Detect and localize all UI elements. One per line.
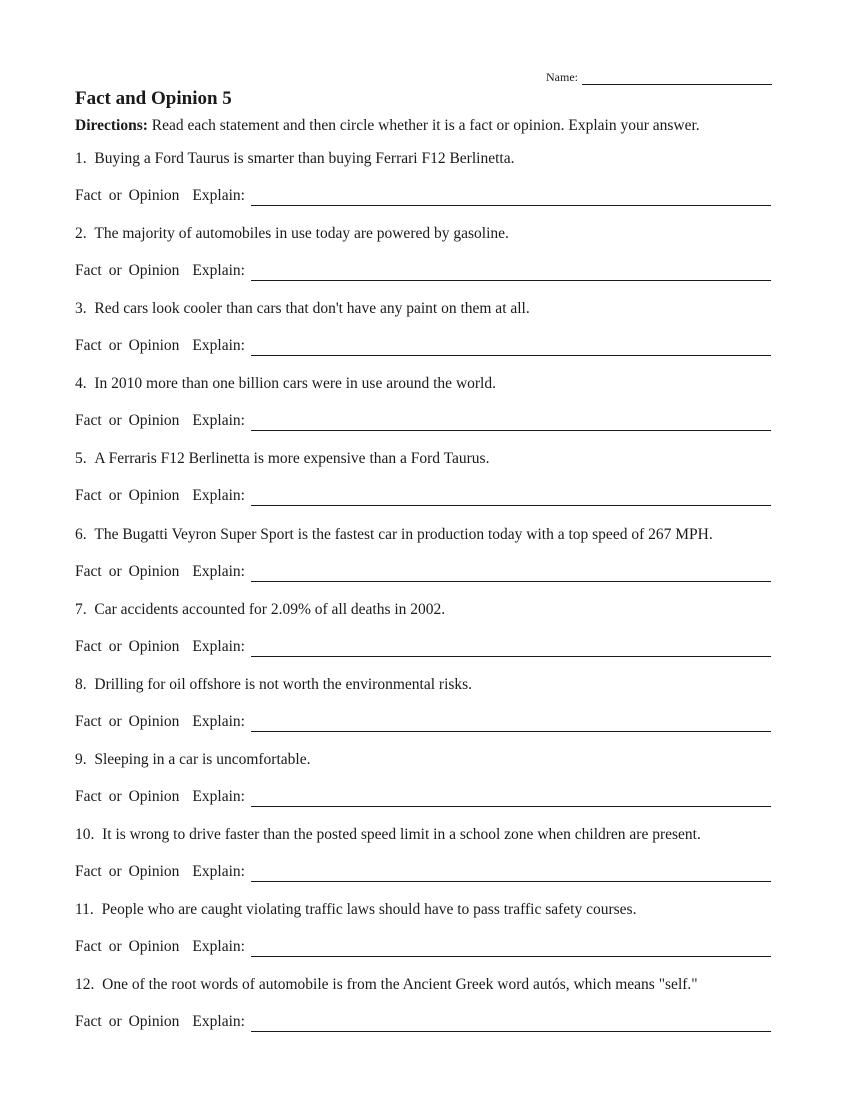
question-text: The Bugatti Veyron Super Sport is the fastest car in production today with a top speed of 267 MPH. <box>94 525 713 543</box>
question-number: 12. <box>75 976 95 994</box>
opinion-choice[interactable]: Opinion <box>128 637 180 655</box>
fact-choice[interactable]: Fact <box>75 187 102 204</box>
explain-label: Explain: <box>192 637 245 655</box>
question-statement <box>75 750 775 770</box>
answer-row <box>75 336 771 356</box>
explain-label: Explain: <box>192 337 245 355</box>
question-statement <box>75 525 775 545</box>
answer-row <box>75 186 771 206</box>
or-label: or <box>108 637 122 655</box>
answer-row <box>75 712 771 732</box>
explain-label: Explain: <box>192 712 245 730</box>
answer-row <box>75 787 771 807</box>
question-item <box>75 299 775 355</box>
question-number: 7. <box>75 600 87 618</box>
explain-blank-line[interactable] <box>251 715 771 732</box>
answer-row <box>75 486 771 506</box>
opinion-choice[interactable]: Opinion <box>128 712 180 730</box>
question-item <box>75 525 775 580</box>
question-item <box>75 975 775 1031</box>
explain-label: Explain: <box>192 187 245 204</box>
explain-blank-line[interactable] <box>251 865 771 882</box>
explain-label: Explain: <box>192 938 245 955</box>
or-label: or <box>108 787 122 805</box>
question-number: 3. <box>75 300 87 318</box>
question-number: 8. <box>75 675 87 693</box>
name-label: Name: <box>546 70 578 84</box>
question-item <box>75 224 775 280</box>
question-text: In 2010 more than one billion cars were in use around the world. <box>94 375 496 393</box>
answer-row <box>75 862 771 882</box>
opinion-choice[interactable]: Opinion <box>128 787 180 805</box>
directions-label: Directions: <box>75 117 148 134</box>
or-label: or <box>108 1013 122 1031</box>
answer-row <box>75 411 771 431</box>
question-text: Car accidents accounted for 2.09% of all deaths in 2002. <box>94 600 446 618</box>
question-number: 10. <box>75 825 95 843</box>
question-text: Drilling for oil offshore is not worth the environmental risks. <box>94 675 473 693</box>
answer-row <box>75 937 771 957</box>
question-item <box>75 600 775 655</box>
question-statement <box>75 675 775 695</box>
directions-text: Read each statement and then circle whether it is a fact or opinion. Explain your answer. <box>147 117 700 134</box>
fact-choice[interactable]: Fact <box>75 562 102 580</box>
explain-label: Explain: <box>192 487 245 505</box>
explain-label: Explain: <box>192 1013 245 1031</box>
or-label: or <box>108 862 122 880</box>
question-statement <box>75 975 775 995</box>
question-item <box>75 750 775 805</box>
question-statement <box>75 825 775 845</box>
page-title: Fact and Opinion 5 <box>75 88 232 109</box>
explain-label: Explain: <box>192 562 245 580</box>
question-number: 9. <box>75 750 87 768</box>
explain-blank-line[interactable] <box>251 489 771 506</box>
question-number: 1. <box>75 150 87 167</box>
question-number: 2. <box>75 225 87 243</box>
explain-label: Explain: <box>192 412 245 430</box>
fact-choice[interactable]: Fact <box>75 337 102 355</box>
question-text: It is wrong to drive faster than the posted speed limit in a school zone when children are present. <box>102 825 701 843</box>
opinion-choice[interactable]: Opinion <box>128 862 180 880</box>
explain-blank-line[interactable] <box>251 565 771 582</box>
explain-label: Explain: <box>192 262 245 280</box>
or-label: or <box>108 562 122 580</box>
question-text: One of the root words of automobile is from the Ancient Greek word autós, which means "self." <box>102 976 698 994</box>
explain-blank-line[interactable] <box>251 414 771 431</box>
question-number: 4. <box>75 375 87 393</box>
opinion-choice[interactable]: Opinion <box>128 562 180 580</box>
fact-choice[interactable]: Fact <box>75 787 102 805</box>
or-label: or <box>108 187 122 204</box>
question-number: 6. <box>75 525 87 543</box>
question-text: A Ferraris F12 Berlinetta is more expensive than a Ford Taurus. <box>94 450 490 468</box>
explain-blank-line[interactable] <box>251 264 771 281</box>
opinion-choice[interactable]: Opinion <box>128 487 180 505</box>
or-label: or <box>108 262 122 280</box>
question-statement <box>75 224 775 244</box>
or-label: or <box>108 938 122 955</box>
fact-choice[interactable]: Fact <box>75 862 102 880</box>
question-item <box>75 900 775 955</box>
question-text: Red cars look cooler than cars that don't have any paint on them at all. <box>94 300 530 318</box>
question-item <box>75 149 775 204</box>
question-statement <box>75 449 775 469</box>
question-item <box>75 825 775 880</box>
question-text: Sleeping in a car is uncomfortable. <box>94 750 311 768</box>
directions <box>75 117 700 135</box>
name-field <box>546 70 772 85</box>
explain-blank-line[interactable] <box>251 940 771 957</box>
or-label: or <box>108 712 122 730</box>
explain-label: Explain: <box>192 862 245 880</box>
fact-choice[interactable]: Fact <box>75 262 102 280</box>
question-item <box>75 449 775 505</box>
explain-blank-line[interactable] <box>251 640 771 657</box>
opinion-choice[interactable]: Opinion <box>128 412 180 430</box>
explain-label: Explain: <box>192 787 245 805</box>
opinion-choice[interactable]: Opinion <box>128 262 180 280</box>
or-label: or <box>108 337 122 355</box>
explain-blank-line[interactable] <box>251 1015 771 1032</box>
answer-row <box>75 637 771 657</box>
question-text: People who are caught violating traffic laws should have to pass traffic safety courses. <box>101 901 637 918</box>
or-label: or <box>108 487 122 505</box>
fact-choice[interactable]: Fact <box>75 487 102 505</box>
explain-blank-line[interactable] <box>251 339 771 356</box>
question-statement <box>75 600 775 620</box>
fact-choice[interactable]: Fact <box>75 412 102 430</box>
question-statement <box>75 149 775 169</box>
opinion-choice[interactable]: Opinion <box>128 938 180 955</box>
question-item <box>75 374 775 430</box>
opinion-choice[interactable]: Opinion <box>128 1013 180 1031</box>
answer-row <box>75 1012 771 1032</box>
name-blank-line[interactable] <box>582 72 772 85</box>
answer-row <box>75 261 771 281</box>
question-number: 5. <box>75 450 87 468</box>
fact-choice[interactable]: Fact <box>75 1013 102 1031</box>
question-statement <box>75 299 775 319</box>
or-label: or <box>108 412 122 430</box>
explain-blank-line[interactable] <box>251 189 771 206</box>
opinion-choice[interactable]: Opinion <box>128 337 180 355</box>
fact-choice[interactable]: Fact <box>75 938 102 955</box>
opinion-choice[interactable]: Opinion <box>128 187 180 204</box>
explain-blank-line[interactable] <box>251 790 771 807</box>
answer-row <box>75 562 771 582</box>
fact-choice[interactable]: Fact <box>75 712 102 730</box>
fact-choice[interactable]: Fact <box>75 637 102 655</box>
question-item <box>75 675 775 730</box>
question-number: 11. <box>75 901 94 918</box>
question-text: Buying a Ford Taurus is smarter than buying Ferrari F12 Berlinetta. <box>94 150 515 167</box>
question-statement <box>75 900 775 920</box>
question-text: The majority of automobiles in use today are powered by gasoline. <box>94 225 509 243</box>
question-statement <box>75 374 775 394</box>
